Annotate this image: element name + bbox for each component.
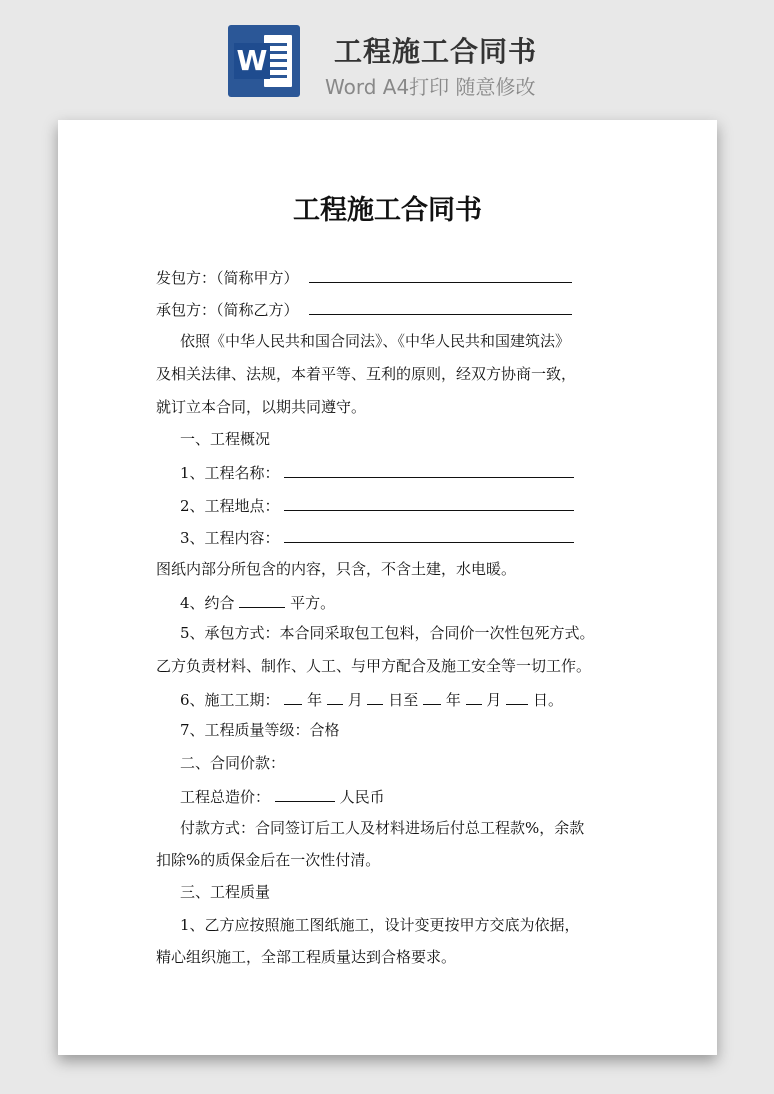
paragraph-line: 图纸内部分所包含的内容，只含，不含土建，水电暖。: [156, 560, 517, 578]
area-unit: 平方。: [290, 594, 336, 612]
paragraph-line: 扣除%的质保金后在一次性付清。: [156, 851, 381, 869]
project-content-blank[interactable]: [284, 526, 574, 543]
end-year-blank[interactable]: [423, 688, 441, 705]
paragraph-line: 5、承包方式：本合同采取包工包料，合同价一次性包死方式。: [180, 624, 595, 642]
document-title: 工程施工合同书: [293, 195, 482, 226]
total-cost-blank[interactable]: [275, 785, 335, 802]
paragraph-line: 就订立本合同，以期共同遵守。: [156, 398, 367, 416]
paragraph-line: 精心组织施工，全部工程质量达到合格要求。: [156, 948, 457, 966]
area-blank[interactable]: [239, 591, 285, 608]
start-day-blank[interactable]: [367, 688, 383, 705]
end-day-blank[interactable]: [506, 688, 528, 705]
schedule-label: 6、施工工期：: [180, 691, 280, 709]
end-year-unit: 年: [445, 691, 461, 709]
project-name-label: 1、工程名称：: [180, 464, 280, 482]
watermark: ​: [90, 472, 106, 493]
party-a-line: [156, 266, 572, 288]
paragraph-line: 及相关法律、法规，本着平等、互利的原则，经双方协商一致，: [156, 365, 577, 383]
area-label: 4、约合: [180, 594, 235, 612]
total-cost-unit: 人民币: [339, 788, 385, 806]
project-content-label: 3、工程内容：: [180, 529, 280, 547]
start-month-blank[interactable]: [327, 688, 343, 705]
schedule-line: [180, 688, 563, 710]
party-b-line: [156, 298, 572, 320]
project-location-line: [180, 494, 574, 516]
project-content-line: [180, 526, 574, 548]
project-location-blank[interactable]: [284, 494, 574, 511]
word-doc-icon: [228, 25, 300, 97]
banner: [0, 0, 774, 110]
start-year-unit: 年: [307, 691, 323, 709]
banner-title: 工程施工合同书: [334, 35, 538, 68]
start-year-blank[interactable]: [284, 688, 302, 705]
area-line: [180, 591, 335, 613]
quality-grade-line: 7、工程质量等级：合格: [180, 721, 340, 739]
party-a-blank[interactable]: [309, 266, 572, 283]
start-month-unit: 月: [347, 691, 363, 709]
section-heading: 一、工程概况: [180, 430, 271, 448]
paragraph-line: 依照《中华人民共和国合同法》、《中华人民共和国建筑法》: [180, 332, 571, 350]
party-b-label: 承包方：（简称乙方）: [156, 301, 299, 319]
party-b-blank[interactable]: [309, 298, 572, 315]
section-heading: 二、合同价款：: [180, 754, 286, 772]
banner-subtitle: Word A4打印 随意修改: [325, 75, 536, 99]
project-location-label: 2、工程地点：: [180, 497, 280, 515]
party-a-label: 发包方：（简称甲方）: [156, 269, 299, 287]
end-day-unit: 日。: [533, 691, 564, 709]
paragraph-line: 乙方负责材料、制作、人工、与甲方配合及施工安全等一切工作。: [156, 657, 592, 675]
word-letter: W: [234, 43, 270, 79]
start-day-unit: 日至: [388, 691, 419, 709]
project-name-blank[interactable]: [284, 461, 574, 478]
section-heading: 三、工程质量: [180, 883, 271, 901]
end-month-unit: 月: [486, 691, 502, 709]
total-cost-label: 工程总造价：: [180, 788, 271, 806]
paragraph-line: 1、乙方应按照施工图纸施工，设计变更按甲方交底为依据，: [180, 916, 580, 934]
end-month-blank[interactable]: [466, 688, 482, 705]
document-page: [58, 120, 717, 1055]
paragraph-line: 付款方式：合同签订后工人及材料进场后付总工程款%，余款: [180, 819, 585, 837]
total-cost-line: [180, 785, 385, 807]
project-name-line: [180, 461, 574, 483]
